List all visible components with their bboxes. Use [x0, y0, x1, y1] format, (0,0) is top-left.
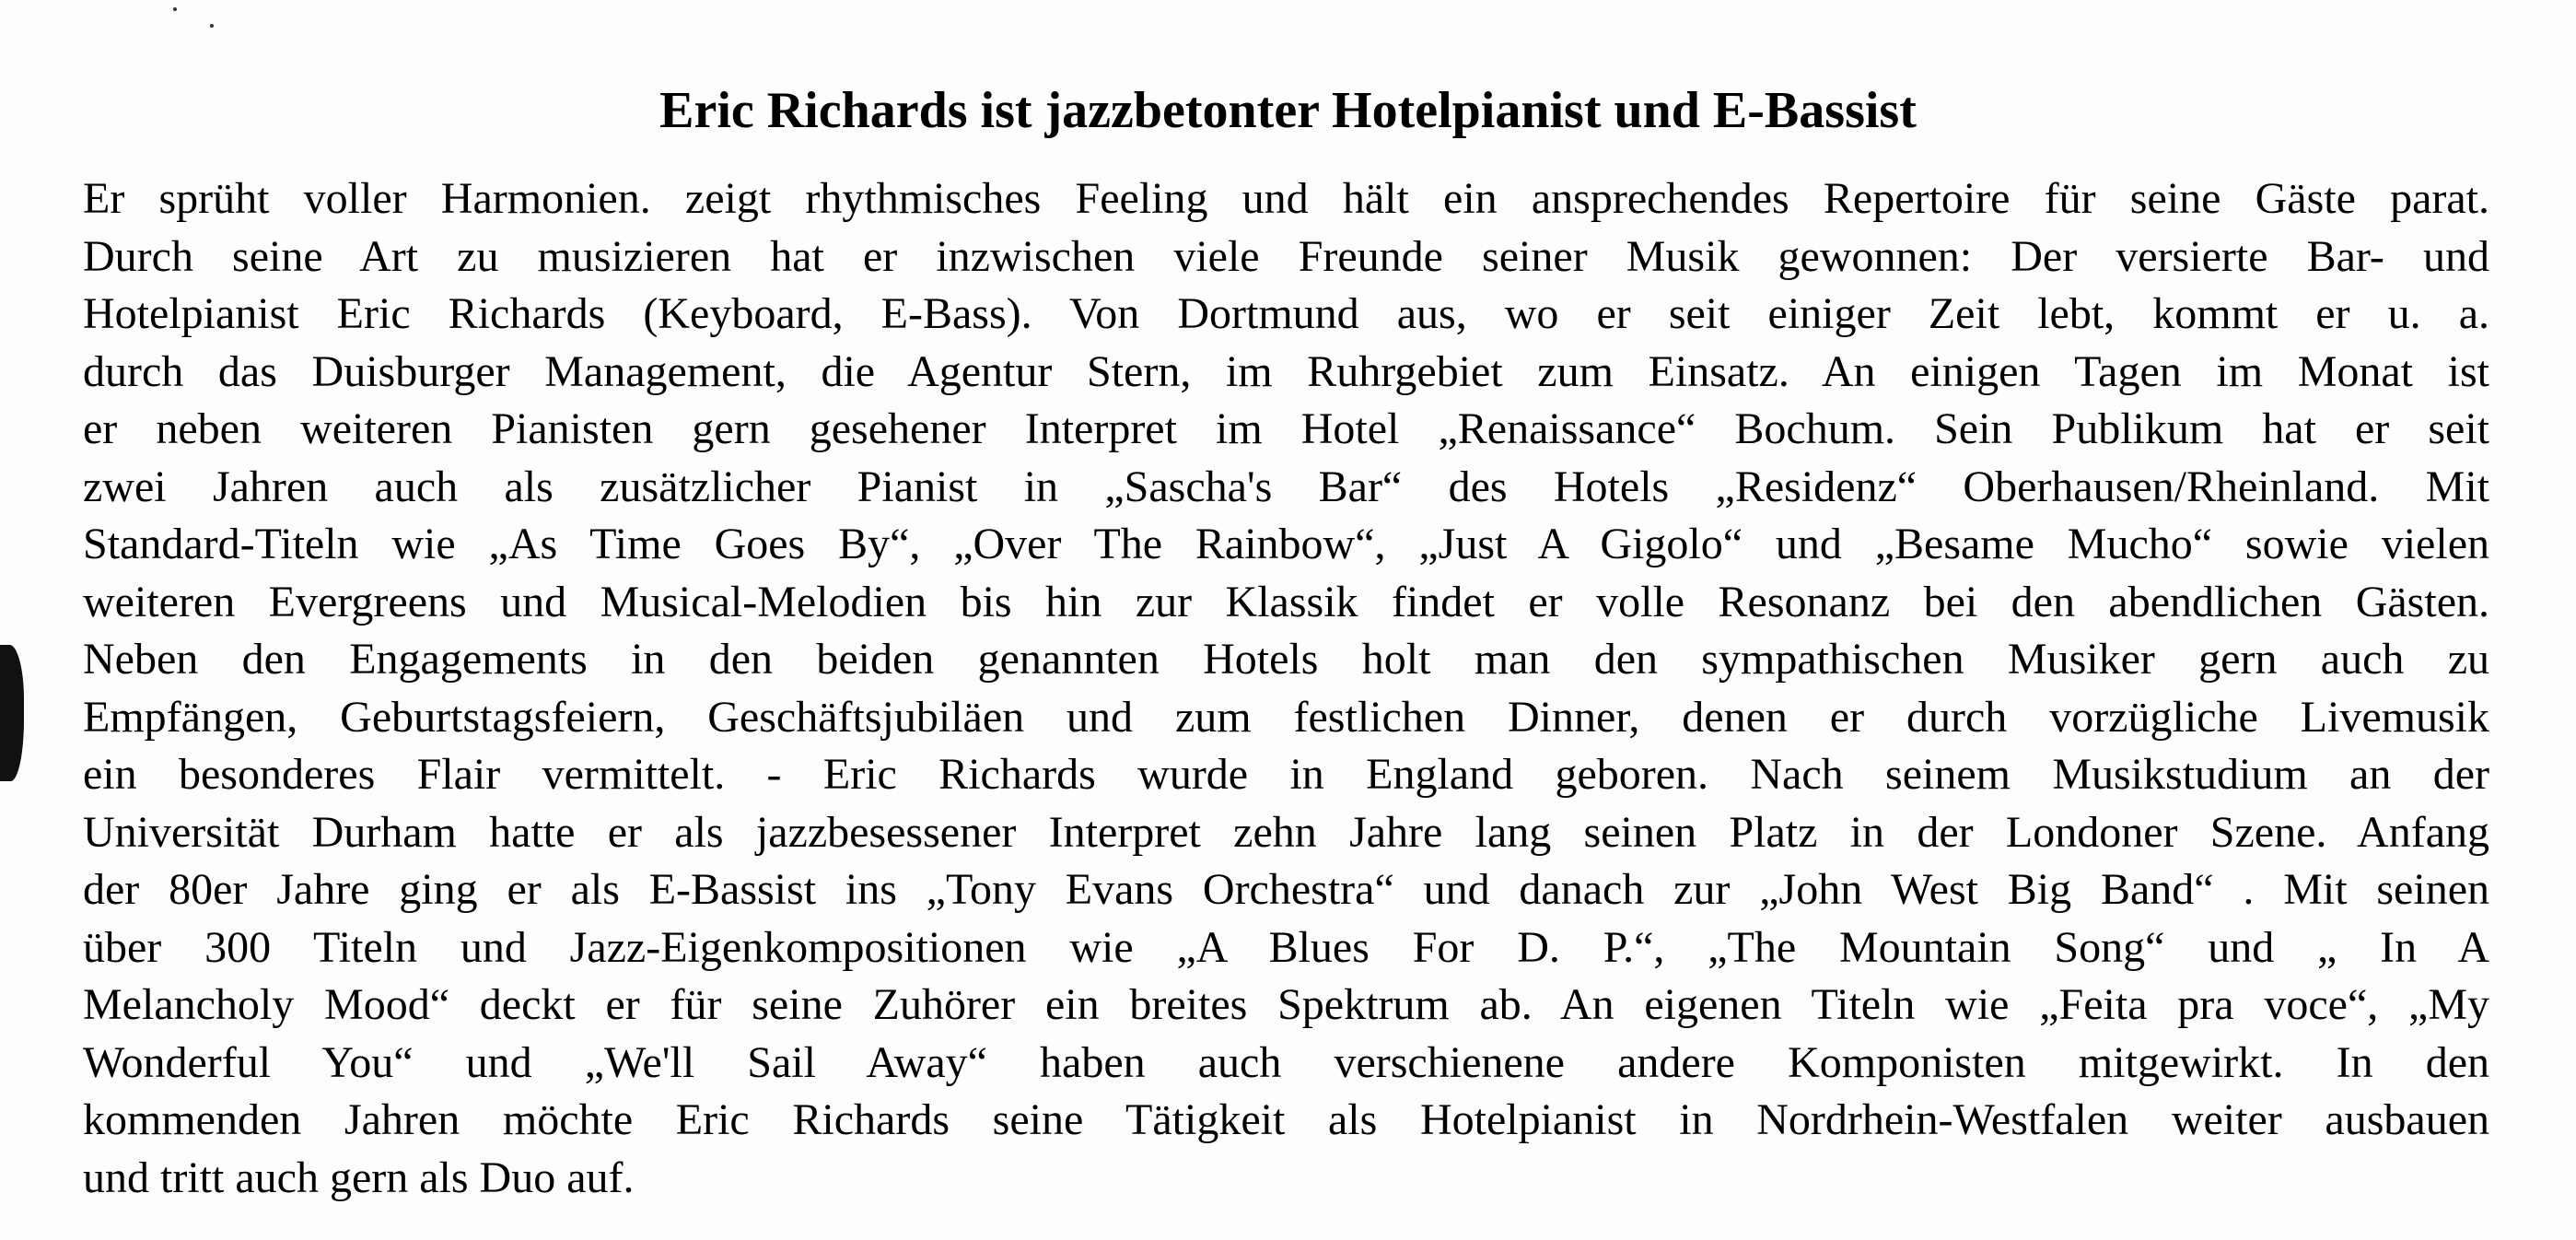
body-line: Standard-Titeln wie „As Time Goes By“, „Over The Rainbow“, „Just A Gigolo“ und „Besame Mucho“ sowie vielen	[83, 520, 2489, 568]
article-body	[83, 170, 2489, 1207]
body-line: Melancholy Mood“ deckt er für seine Zuhörer ein breites Spektrum ab. An eigenen Titeln wie „Feita pra voce“, „My	[83, 980, 2489, 1029]
body-line: über 300 Titeln und Jazz-Eigenkompositionen wie „A Blues For D. P.“, „The Mountain Song“ und „ In A	[83, 922, 2489, 972]
body-line: weiteren Evergreens und Musical-Melodien bis hin zur Klassik findet er volle Resonanz bei den abendlichen Gästen.	[83, 577, 2489, 626]
body-line: Universität Durham hatte er als jazzbesessener Interpret zehn Jahre lang seinen Platz in der Londoner Szene. Anfang	[83, 807, 2489, 857]
body-line: durch das Duisburger Management, die Agentur Stern, im Ruhrgebiet zum Einsatz. An einigen Tagen im Monat ist	[83, 346, 2489, 396]
body-line: Hotelpianist Eric Richards (Keyboard, E-Bass). Von Dortmund aus, wo er seit einiger Zeit lebt, kommt er u. a.	[83, 289, 2489, 338]
scan-edge-blot	[0, 645, 24, 781]
body-line: der 80er Jahre ging er als E-Bassist ins „Tony Evans Orchestra“ und danach zur „John West Big Band“ . Mit seinen	[83, 865, 2489, 914]
body-line: ein besonderes Flair vermittelt. - Eric Richards wurde in England geboren. Nach seinem Musikstudium an der	[83, 750, 2489, 799]
body-line: Neben den Engagements in den beiden genannten Hotels holt man den sympathischen Musiker gern auch zu	[83, 635, 2489, 684]
body-line: zwei Jahren auch als zusätzlicher Pianist in „Sascha's Bar“ des Hotels „Residenz“ Oberhausen/Rheinland. Mit	[83, 462, 2489, 511]
scan-speck	[210, 24, 214, 28]
body-line: er neben weiteren Pianisten gern gesehener Interpret im Hotel „Renaissance“ Bochum. Sein Publikum hat er seit	[83, 404, 2489, 453]
body-line: Durch seine Art zu musizieren hat er inzwischen viele Freunde seiner Musik gewonnen: Der versierte Bar- und	[83, 231, 2489, 281]
scan-speck	[173, 7, 177, 11]
body-line-last: und tritt auch gern als Duo auf.	[83, 1152, 635, 1202]
body-line: kommenden Jahren möchte Eric Richards seine Tätigkeit als Hotelpianist in Nordrhein-Westfalen weiter ausbauen	[83, 1095, 2489, 1144]
body-line: Er sprüht voller Harmonien. zeigt rhythmisches Feeling und hält ein ansprechendes Repertoire für seine Gäste parat.	[83, 174, 2489, 223]
article-title: Eric Richards ist jazzbetonter Hotelpianist und E-Bassist	[659, 81, 1917, 139]
body-line: Wonderful You“ und „We'll Sail Away“ haben auch verschienene andere Komponisten mitgewirkt. In den	[83, 1037, 2489, 1087]
body-line: Empfängen, Geburtstagsfeiern, Geschäftsjubiläen und zum festlichen Dinner, denen er durch vorzügliche Livemusik	[83, 692, 2489, 742]
